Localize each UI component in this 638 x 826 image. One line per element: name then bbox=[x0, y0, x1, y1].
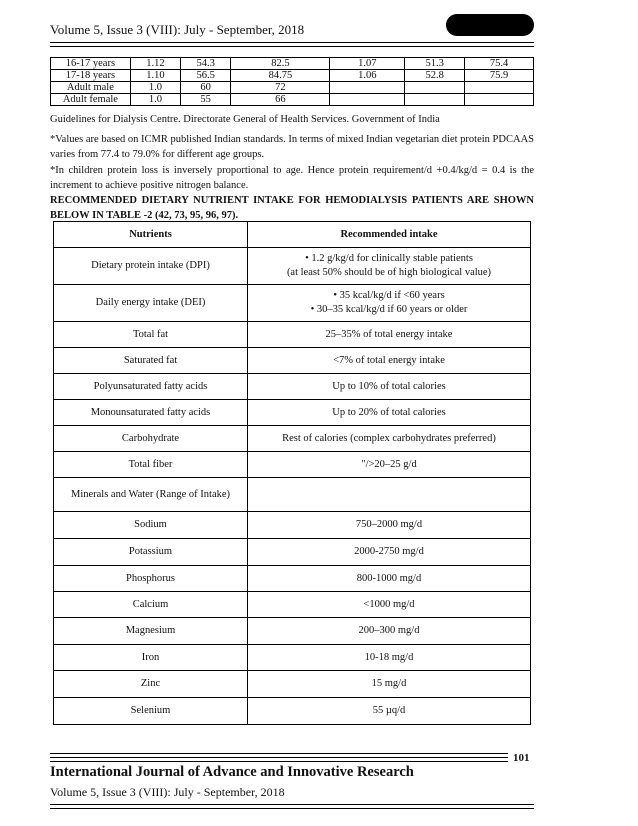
nutrient-name: Zinc bbox=[54, 671, 248, 698]
top-table bbox=[50, 57, 534, 106]
recommended-intake bbox=[248, 374, 531, 400]
top-table-cell bbox=[465, 82, 534, 94]
intake-line: <1000 mg/d bbox=[363, 598, 415, 610]
recommended-intake bbox=[248, 671, 531, 698]
top-table-cell: 1.0 bbox=[130, 94, 180, 106]
nutrient-name: Calcium bbox=[54, 592, 248, 618]
top-table-row bbox=[51, 70, 534, 82]
intake-line: • 30–35 kcal/kg/d if 60 years or older bbox=[310, 304, 468, 315]
nutrient-name: Dietary protein intake (DPI) bbox=[54, 248, 248, 285]
top-table-cell: Adult male bbox=[51, 82, 131, 94]
nutrient-row bbox=[54, 539, 531, 566]
nutrient-row bbox=[54, 374, 531, 400]
journal-title: International Journal of Advance and Innovative Research bbox=[50, 764, 414, 780]
nutrient-name: Minerals and Water (Range of Intake) bbox=[54, 478, 248, 512]
top-table-cell: 1.06 bbox=[330, 70, 405, 82]
recommended-intake bbox=[248, 645, 531, 671]
intake-line: "/>20–25 g/d bbox=[361, 458, 417, 470]
nutrient-name: Potassium bbox=[54, 539, 248, 566]
top-table-cell: 1.07 bbox=[330, 58, 405, 70]
nutrient-row bbox=[54, 592, 531, 618]
nutrient-name: Monounsaturated fatty acids bbox=[54, 400, 248, 426]
header-nutrients: Nutrients bbox=[54, 222, 248, 248]
nutrient-row bbox=[54, 512, 531, 539]
recommended-intake bbox=[248, 592, 531, 618]
header-black-badge bbox=[446, 14, 534, 36]
top-table-cell: 17-18 years bbox=[51, 70, 131, 82]
intake-line: 15 mg/d bbox=[371, 678, 407, 689]
nutrient-name: Phosphorus bbox=[54, 566, 248, 592]
intake-line: 2000-2750 mg/d bbox=[354, 546, 424, 557]
top-table-cell: 56.5 bbox=[181, 70, 231, 82]
nutrient-row bbox=[54, 671, 531, 698]
top-table-cell bbox=[330, 82, 405, 94]
top-table-cell bbox=[465, 94, 534, 106]
nutrient-row bbox=[54, 248, 531, 285]
values-note: *Values are based on ICMR published Indian standards. In terms of mixed Indian vegetarian diet protein PDCAAS varies from 77.4 to 79.0% for different age groups. bbox=[50, 134, 534, 160]
top-table-cell: 75.4 bbox=[465, 58, 534, 70]
nutrient-row bbox=[54, 698, 531, 725]
recommended-intake bbox=[248, 478, 531, 512]
recommended-intake bbox=[248, 348, 531, 374]
top-table-cell: 75.9 bbox=[465, 70, 534, 82]
intake-line: Up to 10% of total calories bbox=[332, 380, 446, 392]
intake-line: (at least 50% should be of high biological value) bbox=[286, 267, 492, 278]
footer-issue-line: Volume 5, Issue 3 (VIII): July - September, 2018 bbox=[50, 785, 285, 799]
top-table-cell: 84.75 bbox=[231, 70, 330, 82]
recommended-intake bbox=[248, 452, 531, 478]
recommended-intake bbox=[248, 426, 531, 452]
top-table-cell: 60 bbox=[181, 82, 231, 94]
top-table-cell: 1.0 bbox=[130, 82, 180, 94]
top-table-cell: 1.12 bbox=[130, 58, 180, 70]
intake-line: Up to 20% of total calories bbox=[332, 406, 446, 418]
nutrient-row bbox=[54, 566, 531, 592]
nutrient-name: Total fat bbox=[54, 322, 248, 348]
footer-rule-5 bbox=[50, 808, 534, 809]
nutrient-name: Sodium bbox=[54, 512, 248, 539]
header-issue-line: Volume 5, Issue 3 (VIII): July - September, 2018 bbox=[50, 22, 305, 37]
nutrient-row bbox=[54, 426, 531, 452]
footer-rule-3 bbox=[50, 761, 508, 762]
nutrient-row bbox=[54, 478, 531, 512]
top-table-row bbox=[51, 94, 534, 106]
intake-line: 55 µq/d bbox=[372, 705, 406, 716]
nutrient-row bbox=[54, 348, 531, 374]
recommended-intake bbox=[248, 512, 531, 539]
intake-line: 800-1000 mg/d bbox=[356, 572, 422, 584]
nutrient-name: Iron bbox=[54, 645, 248, 671]
nutrient-name: Polyunsaturated fatty acids bbox=[54, 374, 248, 400]
header-rule-1 bbox=[50, 42, 534, 43]
footer-rule-4 bbox=[50, 804, 534, 805]
top-table-cell: 51.3 bbox=[405, 58, 465, 70]
recommended-intake bbox=[248, 539, 531, 566]
intake-line: • 1.2 g/kg/d for clinically stable patients bbox=[305, 253, 473, 264]
top-table-cell: 72 bbox=[231, 82, 330, 94]
top-table-row bbox=[51, 82, 534, 94]
recommended-intake bbox=[248, 322, 531, 348]
header-recommended-intake: Recommended intake bbox=[248, 222, 531, 248]
top-table-cell: 55 bbox=[181, 94, 231, 106]
nutrient-name: Daily energy intake (DEI) bbox=[54, 285, 248, 322]
intake-line: 200–300 mg/d bbox=[358, 625, 420, 636]
top-table-cell: 1.10 bbox=[130, 70, 180, 82]
top-table-cell bbox=[405, 82, 465, 94]
recommended-intake bbox=[248, 618, 531, 645]
nutrient-name: Saturated fat bbox=[54, 348, 248, 374]
top-table-cell: 52.8 bbox=[405, 70, 465, 82]
recommended-intake bbox=[248, 400, 531, 426]
nutrient-row bbox=[54, 452, 531, 478]
intake-line: 10-18 mg/d bbox=[364, 651, 414, 663]
footer-rule-2 bbox=[50, 757, 508, 758]
nutrient-row bbox=[54, 618, 531, 645]
top-table-cell: 54.3 bbox=[181, 58, 231, 70]
nutrient-name: Total fiber bbox=[54, 452, 248, 478]
intake-line: Rest of calories (complex carbohydrates preferred) bbox=[282, 432, 496, 444]
top-table-row bbox=[51, 58, 534, 70]
recommended-intake bbox=[248, 698, 531, 725]
intake-line: <7% of total energy intake bbox=[333, 354, 445, 366]
intake-line: 25–35% of total energy intake bbox=[325, 328, 453, 340]
nutrient-name: Selenium bbox=[54, 698, 248, 725]
section-heading: RECOMMENDED DIETARY NUTRIENT INTAKE FOR HEMODIALYSIS PATIENTS ARE SHOWN BELOW IN TABLE -2 (42, 73, 95, 96, 97). bbox=[50, 195, 534, 221]
intake-line: 750–2000 mg/d bbox=[355, 519, 423, 530]
recommended-intake bbox=[248, 285, 531, 322]
nutrient-row bbox=[54, 645, 531, 671]
footer-rule-1 bbox=[50, 753, 508, 754]
recommended-intake bbox=[248, 566, 531, 592]
children-note: *In children protein loss is inversely proportional to age. Hence protein requirement/d +0.4/kg/d = 0.4 is the increment to achieve positive nitrogen balance. bbox=[50, 165, 534, 191]
nutrient-name: Carbohydrate bbox=[54, 426, 248, 452]
top-table-cell: 66 bbox=[231, 94, 330, 106]
guidelines-note: Guidelines for Dialysis Centre. Directorate General of Health Services. Government of India bbox=[50, 114, 440, 125]
nutrient-table bbox=[53, 221, 531, 725]
nutrient-row bbox=[54, 285, 531, 322]
recommended-intake bbox=[248, 248, 531, 285]
top-table-cell: 82.5 bbox=[231, 58, 330, 70]
top-table-cell bbox=[405, 94, 465, 106]
nutrient-name: Magnesium bbox=[54, 618, 248, 645]
top-table-cell: 16-17 years bbox=[51, 58, 131, 70]
header-rule-2 bbox=[50, 46, 534, 47]
intake-line: • 35 kcal/kg/d if <60 years bbox=[333, 290, 445, 301]
top-table-cell bbox=[330, 94, 405, 106]
nutrient-row bbox=[54, 400, 531, 426]
nutrient-row bbox=[54, 322, 531, 348]
top-table-cell: Adult female bbox=[51, 94, 131, 106]
page-number: 101 bbox=[513, 752, 530, 764]
